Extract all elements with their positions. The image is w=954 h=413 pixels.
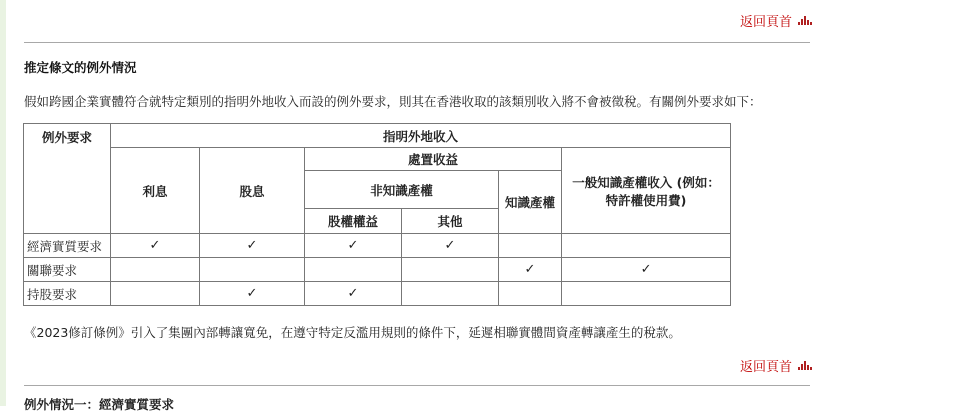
check-mark-cell: ✓ xyxy=(499,258,562,282)
empty-cell xyxy=(499,282,562,306)
table-row xyxy=(24,258,731,282)
income-group-header: 指明外地收入 xyxy=(111,124,731,148)
footnote-paragraph: 《2023修訂條例》引入了集團內部轉讓寬免，在遵守特定反濫用規則的條件下，延遲相聯實體間資產轉讓產生的稅款。 xyxy=(24,325,681,340)
disposal-gain-header: 處置收益 xyxy=(305,148,562,171)
check-mark-cell: ✓ xyxy=(200,282,305,306)
row-label: 關聯要求 xyxy=(24,258,111,282)
back-to-top-link-top[interactable] xyxy=(740,11,812,30)
ip-income-line-1: 一般知識產權收入 (例如： xyxy=(572,174,720,190)
check-mark-cell: ✓ xyxy=(562,258,731,282)
empty-cell xyxy=(200,258,305,282)
exceptions-table xyxy=(23,123,731,306)
row-label: 經濟實質要求 xyxy=(24,234,111,258)
next-section-heading: 例外情況一：經濟實質要求 xyxy=(24,397,175,412)
empty-cell xyxy=(562,282,731,306)
col-header-dividend: 股息 xyxy=(200,148,305,234)
non-ip-header: 非知識產權 xyxy=(305,171,499,209)
empty-cell xyxy=(111,282,200,306)
ip-income-line-2: 特許權使用費) xyxy=(605,192,687,208)
col-header-interest: 利息 xyxy=(111,148,200,234)
empty-cell xyxy=(562,234,731,258)
table-row xyxy=(24,234,731,258)
bar-chart-icon xyxy=(798,361,812,370)
table-row xyxy=(24,282,731,306)
back-to-top-label[interactable]: 返回頁首 xyxy=(739,360,792,375)
col-header-ip: 知識產權 xyxy=(499,171,562,234)
col-header-ip-income xyxy=(562,148,731,234)
empty-cell xyxy=(402,258,499,282)
back-to-top-label[interactable]: 返回頁首 xyxy=(739,15,792,30)
row-label: 持股要求 xyxy=(24,282,111,306)
check-mark-cell: ✓ xyxy=(305,234,402,258)
check-mark-cell: ✓ xyxy=(305,282,402,306)
divider-top xyxy=(24,42,810,43)
col-header-equity: 股權權益 xyxy=(305,209,402,234)
col-header-other: 其他 xyxy=(402,209,499,234)
divider-bottom xyxy=(24,385,810,386)
section-heading: 推定條文的例外情況 xyxy=(24,60,137,75)
corner-header: 例外要求 xyxy=(24,124,111,234)
empty-cell xyxy=(499,234,562,258)
left-accent-bar xyxy=(0,0,6,406)
intro-paragraph: 假如跨國企業實體符合就特定類別的指明外地收入而設的例外要求，則其在香港收取的該類別收入將不會被徵稅。有關例外要求如下： xyxy=(24,94,762,109)
check-mark-cell: ✓ xyxy=(111,234,200,258)
back-to-top-link-bottom[interactable] xyxy=(740,356,812,375)
check-mark-cell: ✓ xyxy=(402,234,499,258)
bar-chart-icon xyxy=(798,16,812,25)
check-mark-cell: ✓ xyxy=(200,234,305,258)
empty-cell xyxy=(305,258,402,282)
empty-cell xyxy=(402,282,499,306)
empty-cell xyxy=(111,258,200,282)
